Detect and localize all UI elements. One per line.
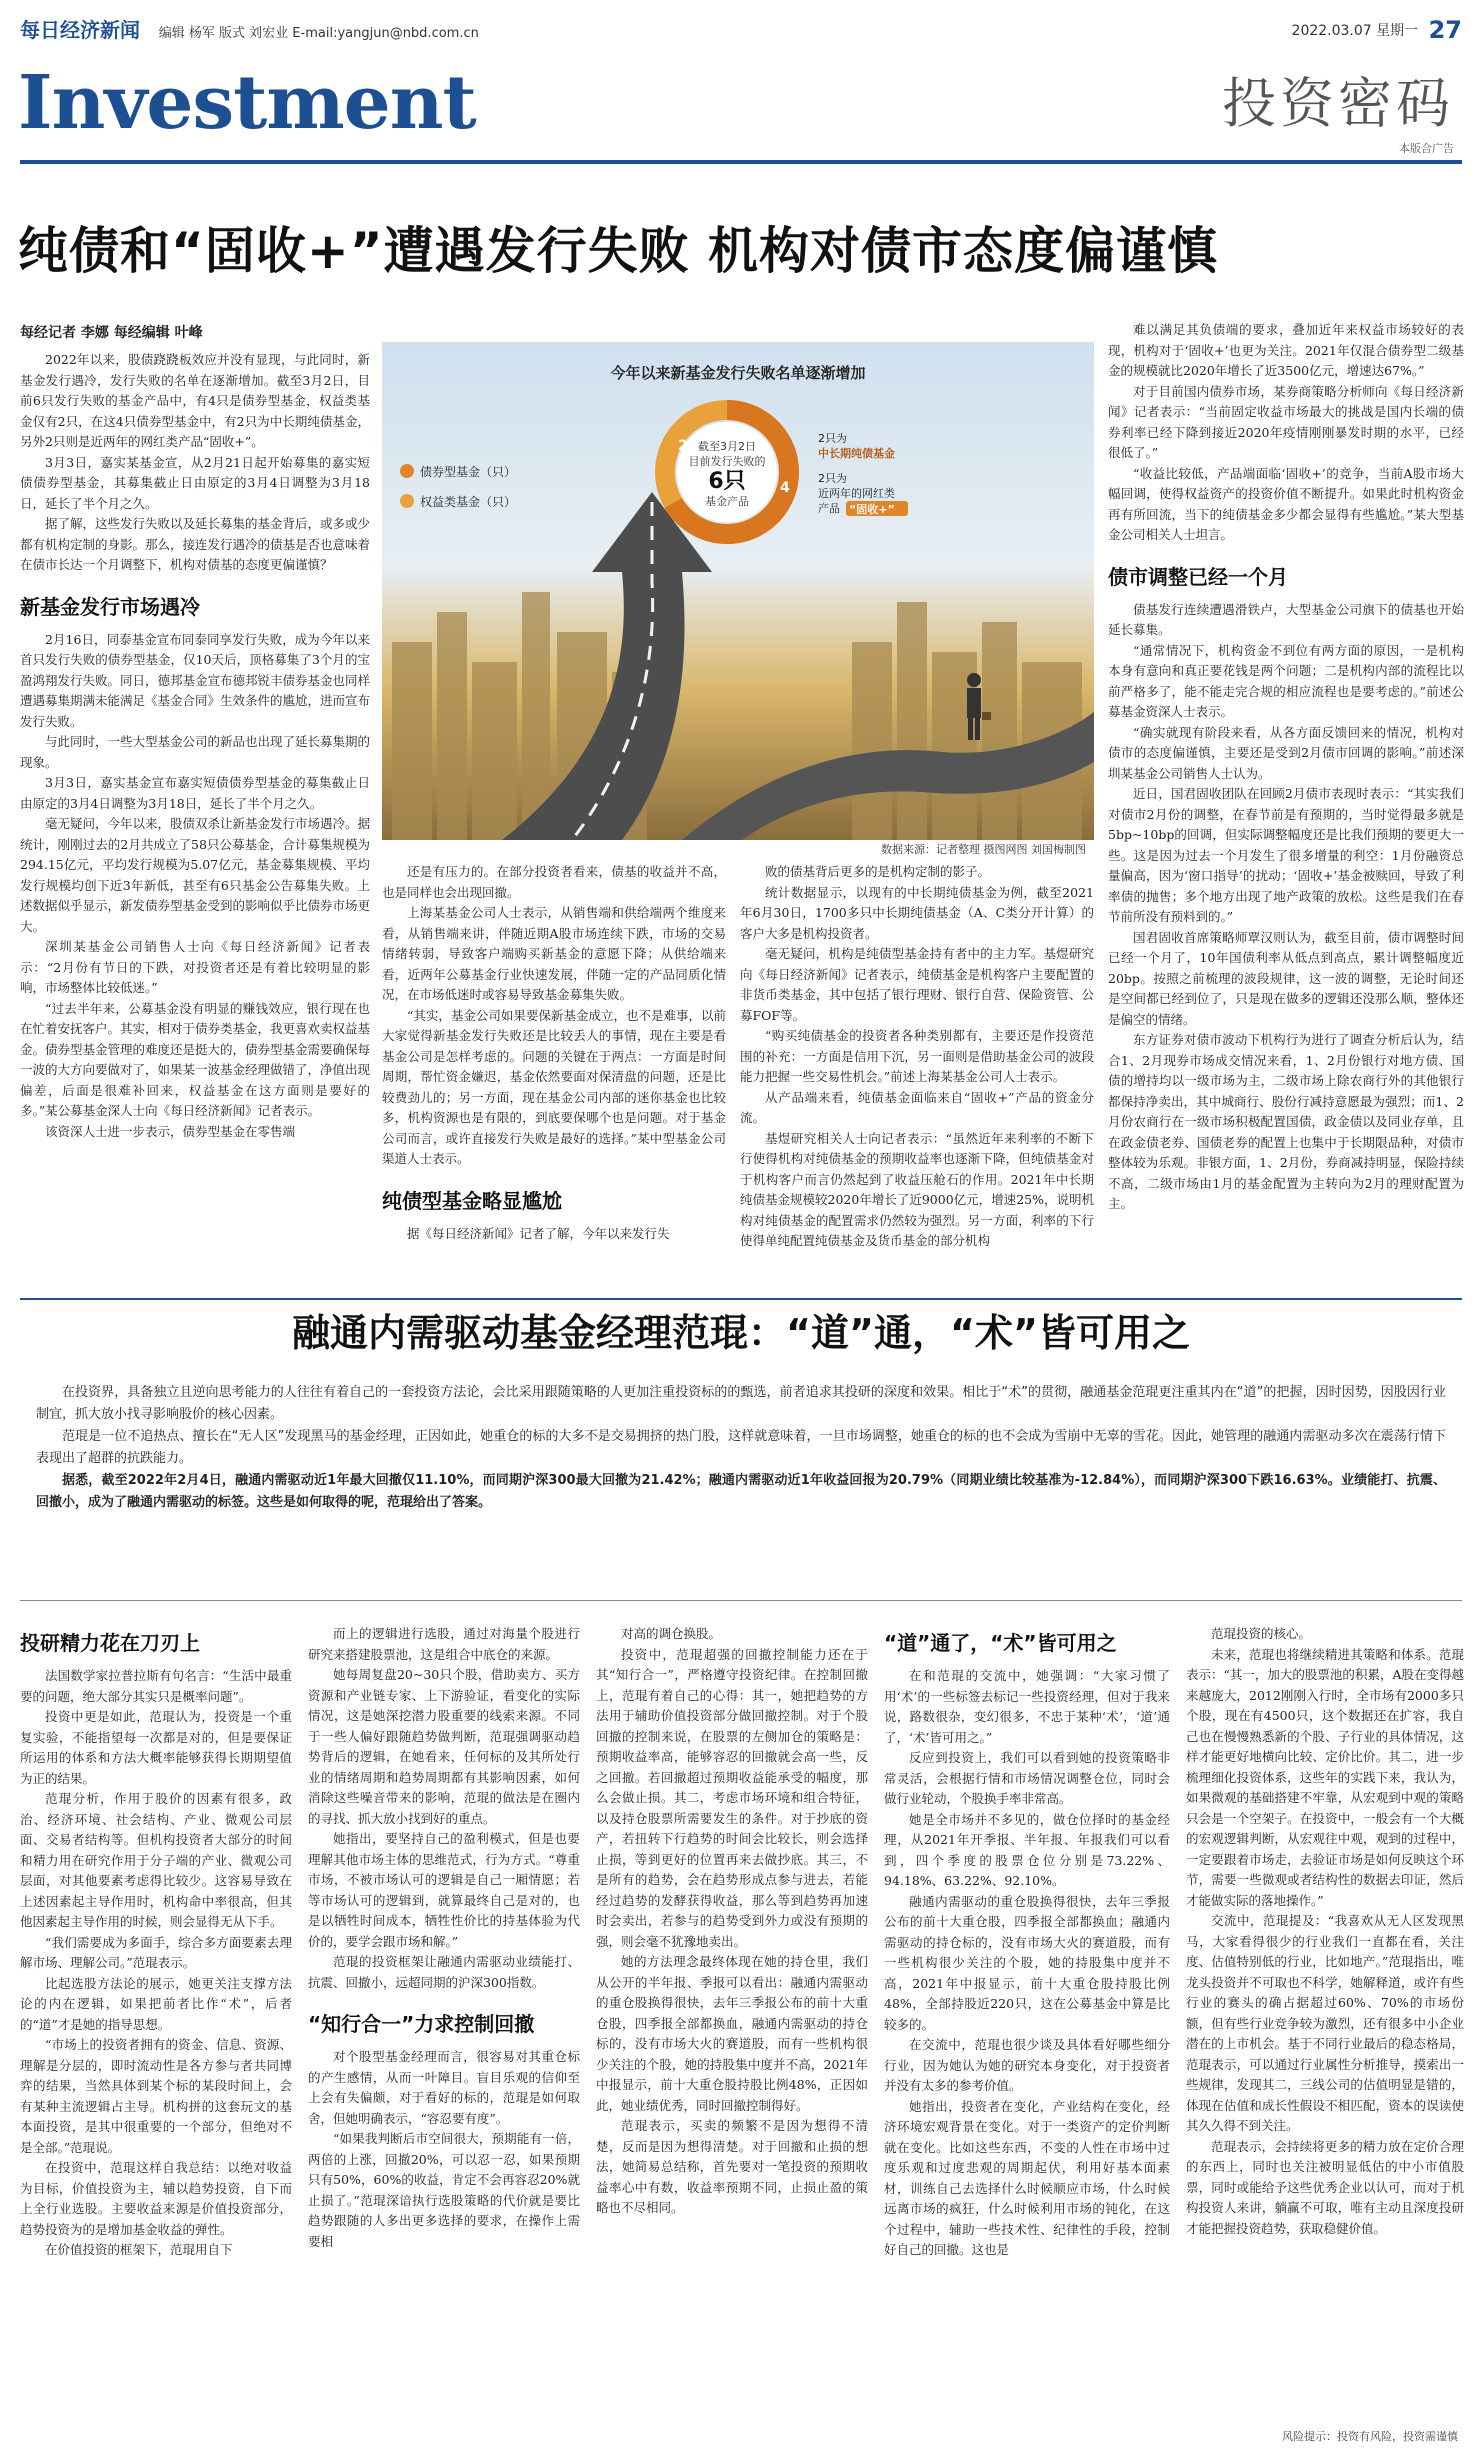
subheading: 债市调整已经一个月	[1108, 564, 1288, 589]
legend-swatch-equity	[400, 494, 414, 508]
paragraph: 基煜研究相关人士向记者表示：“虽然近年来利率的不断下行使得机构对纯债基金的预期收益率也逐渐下降，但纯债基金对于机构客户而言仍然起到了收益压舱石的作用。2021年中长期纯债基金规模较2020年增长了近9000亿元，增速25%，说明机构对纯债基金的配置需求仍然较为强烈。另一方面，利率的下行使得单纯配置纯债基金及货币基金的部分机构	[740, 1130, 1094, 1248]
paragraph: 还是有压力的。在部分投资者看来，债基的收益并不高，也是同样也会出现回撤。	[382, 864, 726, 900]
paragraph: 据了解，这些发行失败以及延长募集的基金背后，或多或少都有机构定制的身影。那么，接连发行遇冷的债基是否也意味着在债市长达一个月调整下，机构对债基的态度更偏谨慎？	[20, 516, 370, 572]
lead-paragraph: 在投资界，具备独立且逆向思考能力的人往往有着自己的一套投资方法论，会比采用跟随策略的人更加注重投资标的的甄选，前者追求其投研的深度和效果。相比于“术”的贯彻，融通基金范琨更注重其内在“道”的把握，因时因势，因股因行业制宜，抓大放小找寻影响股价的核心因素。	[36, 1385, 1446, 1422]
paragraph: 3月3日，嘉实某基金宣，从2月21日起开始募集的嘉实短债债券型基金，其募集截止日由原定的3月4日调整为3月18日，延长了半个月之久。	[20, 454, 370, 511]
masthead-left	[20, 14, 479, 43]
lead-divider	[20, 1600, 1462, 1601]
paragraph: 3月3日，嘉实基金宣布嘉实短债债券型基金的募集截止日由原定的3月4日调整为3月18日，延长了半个月之久。	[20, 775, 370, 811]
paragraph: 范琨的投资框架让融通内需驱动业绩能打、抗震、回撤小，远超同期的沪深300指数。	[308, 1954, 580, 1990]
paragraph: 深圳某基金公司销售人士向《每日经济新闻》记者表示：“2月份有节日的下跌，对投资者还是有着比较明显的影响，市场整体比较低迷。”	[20, 939, 370, 995]
paragraph: 对高的调仓换股。	[621, 1626, 722, 1641]
article2-lead	[36, 1382, 1446, 1514]
note2-line3: 产品	[818, 502, 840, 515]
paragraph: 她是全市场并不多见的，做仓位择时的基金经理，从2021年开季报、半年报、年报我们可以看到，四个季度的股票仓位分别是73.22%、94.18%、63.22%、92.10%。	[884, 1811, 1170, 1888]
paragraph: 她指出，投资者在变化，产业结构在变化，经济环境宏观背景在变化。对于一类资产的定价判断就在变化。比如这些东西，不变的人性在市场中过度乐观和过度悲观的周期起伏，利用好基本面素材，训练自己去选择什么时候顺应市场，什么时候远离市场的疯狂，什么时候利用市场的钝化，在这个过程中，辅助一些技术性、纪律性的手段，控制好自己的回撤。这也是	[884, 2098, 1170, 2257]
paragraph: “购买纯债基金的投资者各种类别都有，主要还是作投资范围的补充：一方面是信用下沉，另一面则是借助基金公司的波段能力把握一些交易性机会。”前述上海某基金公司人士表示。	[740, 1028, 1094, 1084]
paragraph: 难以满足其负债端的要求，叠加近年来权益市场较好的表现，机构对于‘固收+’也更为关注。2021年仅混合债券型二级基金的规模就比2020年增长了近3500亿元，增速达67%。”	[1108, 322, 1464, 378]
paragraph: 上海某基金公司人士表示，从销售端和供给端两个维度来看，从销售端来讲，伴随近期A股市场连续下跌，市场的交易情绪转弱，导致客户端购买新基金的意愿下降；从供给端来看，近两年公募基金行业快速发展，伴随一定的产品同质化情况，在市场低迷时或容易导致基金募集失败。	[382, 905, 726, 1002]
risk-notice: 风险提示：投资有风险，投资需谨慎	[1282, 2430, 1458, 2443]
paragraph: 毫无疑问，今年以来，股债双杀让新基金发行市场遇冷。据统计，刚刚过去的2月共成立了58只公募基金，合计募集规模为294.15亿元，平均发行规模为5.07亿元，基金募集规模、平均发行规模均创下近3年新低，甚至有6只基金公告募集失败。上述数据似乎显示，新发债券型基金受到的影响似乎比债券市场更大。	[20, 816, 370, 934]
legend-swatch-bond	[400, 464, 414, 478]
donut-seg-label-bond: 4	[780, 480, 790, 496]
note2-tag: “固收+”	[849, 503, 895, 516]
article1-column-1	[20, 350, 370, 1295]
publication-name: 每日经济新闻	[20, 18, 140, 42]
subheading: “道”通了，“术”皆可用之	[884, 1631, 1117, 1655]
paragraph: 近日，国君固收团队在回顾2月债市表现时表示：“其实我们对债市2月份的调整，在春节前是有预期的，当时觉得最多就是5bp~10bp的回调，但实际调整幅度还是比我们预期的要更大一些。这是因为过去一个月发生了很多增量的利空：1月份融资总量偏高，因为‘窗口指导’的扰动；‘固收+’基金被赎回，导致了利率债的抛售；多个地方出现了地产政策的放松。这些是我们在春节前所没有预料到的。”	[1108, 786, 1464, 924]
donut-text-2: 目前发行失败的	[688, 455, 766, 468]
paragraph: “如果我判断后市空间很大，预期能有一倍，两倍的上涨，回撤20%，可以忍一忍，如果预期只有50%，60%的收益，肯定不会再容忍20%就止损了。”范琨深谙执行选股策略的代价就是要比趋势跟随的人多出更多选择的要求，在操作上需要相	[308, 2131, 580, 2249]
masthead	[20, 10, 1462, 44]
note1-line1: 2只为	[818, 432, 847, 445]
paragraph: 在投资中，范琨这样自我总结：以绝对收益为目标，价值投资为主，辅以趋势投资，自下而上全行业选股。主要收益来源是价值投资部分，趋势投资为的是增加基金收益的弹性。	[20, 2160, 292, 2237]
article-divider	[20, 1298, 1462, 1300]
subheading: “知行合一”力求控制回撤	[308, 2012, 535, 2036]
paragraph: “我们需要成为多面手，综合多方面要素去理解市场、理解公司。”范琨表示。	[20, 1934, 292, 1970]
paragraph: 比起选股方法论的展示，她更关注支撑方法论的内在逻辑，如果把前者比作“术”，后者的“道”才是她的指导思想。	[20, 1975, 292, 2032]
paragraph: 范琨投资的核心。	[1211, 1626, 1312, 1641]
editor-meta: 编辑 杨军 版式 刘宏业 E-mail:yangjun@nbd.com.cn	[158, 26, 479, 41]
infographic-caption: 数据来源：记者整理 摄图网图 刘国梅制图	[881, 843, 1086, 856]
article1-infographic	[382, 342, 1094, 840]
paragraph: 她的方法理念最终体现在她的持仓里，我们从公开的半年报、季报可以看出：融通内需驱动的重仓股换得很快，去年三季报公布的前十大重仓股，四季报全部都换血，融通内需驱动的持仓标的，没有市场大火的赛道股，而有一些机构很少关注的个股，她的持股集中度并不高，2021年中报显示，前十大重仓股持股比例48%，正因如此，她业绩优秀，同时回撤控制得好。	[596, 1954, 868, 2113]
masthead-right	[1292, 16, 1462, 44]
lead-paragraph: 范琨是一位不追热点、擅长在“无人区”发现黑马的基金经理，正因如此，她重仓的标的大多不是交易拥挤的热门股，这样就意味着，一旦市场调整，她重仓的标的也不会成为雪崩中无辜的雪花。因此，她管理的融通内需驱动多次在震荡行情下表现出了超群的抗跌能力。	[36, 1429, 1446, 1466]
paragraph: 投资中，范琨超强的回撤控制能力还在于其“知行合一”，严格遵守投资纪律。在控制回撤上，范琨有着自己的心得：其一，她把趋势的方法用于辅助价值投资部分做回撤控制。对于个股回撤的控制来说，在股票的左侧加仓的策略是：预期收益率高，能够容忍的回撤就会高一些，反之回撤。若回撤超过预期收益能承受的幅度，那么会做止损。其二，考虑市场环境和组合特征，以及持仓股票所需要发生的条件。对于抄底的资产，若扭转下行趋势的时间会比较长，则会选择止损，等到更好的位置再来去做抄底。其三，不是所有的趋势，会在趋势形成点参与进去，若能经过趋势的发酵获得收益，那么等到趋势再加速时会卖出，若参与的趋势受到外力或没有预期的强，则会毫不犹豫地卖出。	[596, 1646, 868, 1949]
donut-total: 6只	[708, 469, 746, 494]
article2-column-3	[596, 1624, 868, 2422]
article2-column-1	[20, 1612, 292, 2422]
paragraph: 从产品端来看，纯债基金面临来自“固收+”产品的资金分流。	[740, 1089, 1094, 1125]
note2-line1: 2只为	[818, 472, 847, 485]
paragraph: 范琨分析，作用于股价的因素有很多，政治、经济环境、社会结构、产业、微观公司层面、交易者结构等。但机构投资者大部分的时间和精力用在研究作用于分子端的产业、微观公司层面，对其他要素考虑得比较少。这容易导致在上述因素起主导作用时，机构命中率很高，但其他因素起主导作用的时候，则会显得无从下手。	[20, 1791, 292, 1929]
article2-column-2	[308, 1624, 580, 2422]
paragraph: 在价值投资的框架下，范琨用自下	[45, 2242, 233, 2257]
paragraph: 范琨表示，会持续将更多的精力放在定价合理的东西上，同时也关注被明显低估的中小市值股票，同时或能给予这些优秀企业以认可，而对于机构投资人来讲，躺赢不可取，唯有主动且深度投研才能把握投资趋势，获取稳健价值。	[1186, 2138, 1464, 2236]
paragraph: 东方证券对债市波动下机构行为进行了调查分析后认为，结合1、2月现券市场成交情况来看，1、2月份银行对地方债、国债的增持均以一级市场为主，二级市场上除农商行外的其他银行都保持净卖出，其中城商行、股份行减持意愿最为强烈；而1、2月份农商行在一级市场积极配置国债，政金债以及同业存单，且在政金债老券、国债老券的配置上也集中于长期限品种，对债市整体较为乐观。非银方面，1、2月份，券商减持明显，保险持续不高，二级市场由1月的基金配置为主转向为2月的理财配置为主。	[1108, 1032, 1464, 1211]
paragraph: “通常情况下，机构资金不到位有两方面的原因，一是机构本身有意向和真正要花钱是两个问题；二是机构内部的流程比以前严格多了，能不能走完合规的相应流程也是要考虑的。”前述公募基金资深人士表示。	[1108, 642, 1464, 719]
paragraph: “市场上的投资者拥有的资金、信息、资源、理解是分层的，即时流动性是各方参与者共同博弈的结果，当然具体到某个标的某段时间上，会有某种主流逻辑占主导。机构拼的这套玩文的基本面投资，是其中很重要的一个部分，但绝对不是全部。”范琨说。	[20, 2037, 292, 2155]
article1-column-2	[382, 862, 726, 1295]
article2-column-4	[884, 1612, 1170, 2422]
paragraph: 2月16日，同泰基金宣布同泰同享发行失败，成为今年以来首只发行失败的债券型基金，仅10天后，顶格募集了3个月的宝盈鸿翔发行失败。同日，德邦基金宣布德邦锐丰债券基金也同样遭遇募集期满未能满足《基金合同》生效条件的尴尬，进而宣布发行失败。	[20, 631, 370, 729]
paragraph: 范琨表示，买卖的频繁不是因为想得不清楚，反而是因为想得清楚。对于回撤和止损的想法，她简易总结称，首先要对一笔投资的预期收益率心中有数，收益率预期不同，止损止盈的策略也不尽相同。	[596, 2118, 868, 2215]
issue-date: 2022.03.07 星期一	[1291, 23, 1419, 39]
paragraph: 在和范琨的交流中，她强调：“大家习惯了用‘术’的一些标签去标记一些投资经理，但对于我来说，路数很杂，变幻很多，不忠于某种‘术’，‘道’通了，‘术’皆可用之。”	[884, 1668, 1170, 1745]
subheading: 投研精力花在刀刃上	[20, 1631, 200, 1655]
paragraph: 反应到投资上，我们可以看到她的投资策略非常灵活，会根据行情和市场情况调整仓位，同时会做行业轮动，个股换手率非常高。	[884, 1750, 1170, 1806]
note2-line2: 近两年的网红类	[818, 487, 895, 500]
infographic-art	[382, 342, 1094, 840]
donut-chart	[665, 410, 790, 534]
article2-headline: 融通内需驱动基金经理范琨：“道”通，“术”皆可用之	[292, 1311, 1190, 1355]
paragraph: 与此同时，一些大型基金公司的新品也出现了延长募集期的现象。	[20, 734, 370, 770]
paragraph: 她每周复盘20~30只个股，借助卖方、买方资源和产业链专家、上下游验证，看变化的实际情况，这是她深挖潜力股重要的线索来源。不同于一些人偏好跟随趋势做判断，范琨强调驱动趋势背后的逻辑，在她看来，任何标的及其所处行业的情绪周期和趋势周期都有其影响因素，如何消除这些噪音带来的影响，范琨的做法是在圈内的寻找、抓大放小找到好的重点。	[308, 1667, 580, 1826]
paragraph: “过去半年来，公募基金没有明显的赚钱效应，银行现在也在忙着安抚客户。其实，相对于债券类基金，我更喜欢卖权益基金。债券型基金管理的难度还是挺大的，债券型基金需要确保每一波的大方向要做对了，如果某一波基金经理做错了，净值出现偏差，后面是很难补回来，权益基金在这方面则是要好的多。”某公募基金深人士向《每日经济新闻》记者表示。	[20, 1000, 370, 1118]
donut-text-3: 基金产品	[705, 495, 749, 508]
paragraph: 她指出，要坚持自己的盈利模式，但是也要理解其他市场主体的思维范式，行为方式。“尊重市场，不被市场认可的逻辑是自己一厢情愿；若等市场认可的逻辑到，就算最终自己是对的，也是以牺牲时间成本，牺牲性价比的持基体验为代价的，要学会跟市场和解。”	[308, 1831, 580, 1949]
section-rule	[20, 160, 1462, 164]
paragraph: 在交流中，范琨也很少谈及具体看好哪些细分行业，因为她认为她的研究本身变化，对于投资者并没有太多的参考价值。	[884, 2037, 1170, 2093]
paragraph: 未来，范琨也将继续精进其策略和体系。范琨表示：“其一，加大的股票池的积累，A股在变得越来越庞大，2012刚刚入行时，全市场有2000多只个股，现在有4500只，这个数据还在扩容，我自己也在慢慢熟悉新的个股、子行业的具体情况，这样才能更好地横向比较、定价比价。其二，进一步梳理细化投资体系，这些年的实践下来，我认为，如果微观的基础搭建不牢靠，从宏观到中观的策略只会是一个空架子。在投资中，一般会有一个大概的宏观逻辑判断，从宏观往中观，观到的过程中，一定要跟着市场走，去验证市场是如何反映这个环节，需要一些微观或者结构性的数据去印证，然后才能做实际的落地操作。”	[1186, 1646, 1464, 1908]
article1-column-3	[740, 862, 1094, 1295]
article1-column-4	[1108, 320, 1464, 1295]
paragraph: 据《每日经济新闻》记者了解，今年以来发行失	[407, 1225, 670, 1241]
paragraph: “收益比较低，产品端面临‘固收+’的竞争，当前A股市场大幅回调，使得权益资产的投资价值不断提升。如果此时机构资金再有所回流，当下的纯债基金多少都会显得有些尴尬。”某大型基金公司相关人士坦言。	[1108, 465, 1464, 542]
infographic-title: 今年以来新基金发行失败名单逐渐增加	[610, 364, 866, 382]
page-number: 27	[1428, 16, 1462, 44]
donut-text-1: 截至3月2日	[698, 440, 756, 453]
paragraph: 毫无疑问，机构是纯债型基金持有者中的主力军。基煜研究向《每日经济新闻》记者表示，纯债基金是机构客户主要配置的非货币类基金，其中包括了银行理财、银行自营、保险资管、公募FOF等。	[740, 946, 1094, 1023]
article1-headline: 纯债和“固收+”遭遇发行失败 机构对债市态度偏谨慎	[18, 222, 1219, 280]
legend-equity: 权益类基金（只）	[420, 495, 517, 509]
paragraph: 败的债基背后更多的是机构定制的影子。	[765, 864, 991, 879]
legend-bond: 债券型基金（只）	[420, 465, 517, 479]
paragraph: “确实就现有阶段来看，从各方面反馈回来的情况，机构对债市的态度偏谨慎，主要还是受到2月债市回调的影响。”前述深圳某基金公司销售人士认为。	[1108, 724, 1464, 781]
note1-line2: 中长期纯债基金	[818, 447, 895, 460]
section-title: Investment	[18, 60, 476, 146]
paragraph: “其实，基金公司如果要保新基金成立，也不是难事，以前大家觉得新基金发行失败还是比较丢人的事情，现在主要是看基金公司是怎样考虑的。问题的关键在于两点：一方面是时间周期，帮忙资金嫌迟，基金依然要面对保清盘的问题，还是比较费劲儿的；另一方面，现在基金公司内部的迷你基金也比较多，机构资源也是有限的，到底要保哪个也是问题。对于基金公司而言，或许直接发行失败是最好的选择。”某中型基金公司渠道人士表示。	[382, 1007, 726, 1166]
paragraph: 对于目前国内债券市场，某券商策略分析师向《每日经济新闻》记者表示：“当前固定收益市场最大的挑战是国内长端的债券利率已经下降到接近2020年疫情刚刚暴发时期的水平，已经很低了。”	[1108, 383, 1464, 460]
paragraph: 国君固收首席策略师覃汉则认为，截至目前，债市调整时间已经一个月了，10年国债利率从低点到高点，累计调整幅度近20bp。按照之前梳理的波段规律，这一波的调整，无论时间还是空间都已经到位了，只是现在做多的逻辑还没那么顺，整体还是偏空的情绪。	[1108, 929, 1464, 1027]
paragraph: 统计数据显示，以现有的中长期纯债基金为例，截至2021年6月30日，1700多只中长期纯债基金（A、C类分开计算）的客户大多是机构投资者。	[740, 884, 1094, 941]
lead-paragraph: 据悉，截至2022年2月4日，融通内需驱动近1年最大回撤仅11.10%，而同期沪深300最大回撤为21.42%；融通内需驱动近1年收益回报为20.79%（同期业绩比较基准为-12.84%），而同期沪深300下跌16.63%。业绩能打、抗震、回撤小，成为了融通内需驱动的标签。这些是如何取得的呢，范琨给出了答案。	[36, 1473, 1446, 1510]
paragraph: 法国数学家拉普拉斯有句名言：“生活中最重要的问题，绝大部分其实只是概率问题”。	[20, 1668, 292, 1704]
paragraph: 融通内需驱动的重仓股换得很快，去年三季报公布的前十大重仓股，四季报全部都换血；融通内需驱动的持仓标的，没有市场大火的赛道股，而有一些机构很少关注的个股，她的持股集中度并不高，2021年中报显示，前十大重仓股持股比例48%，全部持股近220只，这在公募基金中算是比较多的。	[884, 1893, 1170, 2032]
section-note: 本版合广告	[1399, 142, 1454, 155]
subheading: 新基金发行市场遇冷	[20, 594, 200, 619]
paragraph: 对个股型基金经理而言，很容易对其重仓标的产生感情，从而一叶障目。盲目乐观的信仰至上会有失偏颇，对于看好的标的，范琨是如何取舍，但她明确表示，“容忍要有度”。	[308, 2049, 580, 2126]
article2-column-5	[1186, 1624, 1464, 2422]
article1-byline: 每经记者 李娜 每经编辑 叶峰	[20, 325, 203, 341]
section-title-cn: 投资密码	[1222, 72, 1454, 135]
donut-seg-label-equity: 2	[678, 438, 688, 454]
subheading: 纯债型基金略显尴尬	[382, 1188, 562, 1213]
paragraph: 交流中，范琨提及：“我喜欢从无人区发现黑马，大家看得很少的行业我们一直都在看，关注度、估值特别低的行业，比如地产。”范琨指出，唯龙头投资并不可取也不科学，她解释道，或许有些行业的赛头的确占据超过60%、70%的市场份额，但有些行业竞争较为激烈，还有很多中小企业潜在的上市机会。基于不同行业最后的稳态格局，范琨表示，可以通过行业属性分析推导，摸索出一些规律，发现其二，三线公司的估值明显是错的，体现在估值和成长性假设不相匹配，资本的误读使其久久得不到关注。	[1186, 1913, 1464, 2133]
paragraph: 2022年以来，股债跷跷板效应并没有显现，与此同时，新基金发行遇冷，发行失败的名单在逐渐增加。截至3月2日，目前6只发行失败的基金产品中，有4只是债券型基金，权益类基金仅有2只，在这4只债券型基金中，有2只为中长期纯债基金，另外2只则是近两年的网红类产品“固收+”。	[20, 352, 370, 449]
paragraph: 投资中更是如此，范琨认为，投资是一个重复实验，不能指望每一次都是对的，但是要保证所运用的体系和方法大概率能够获得长期期望值为正的结果。	[20, 1709, 292, 1786]
paragraph: 债基发行连续遭遇滑铁卢，大型基金公司旗下的债基也开始延长募集。	[1108, 601, 1464, 637]
paragraph: 该资深人士进一步表示，债券型基金在零售端	[45, 1123, 296, 1139]
paragraph: 而上的逻辑进行选股，通过对海量个股进行研究来搭建股票池，这是组合中底仓的来源。	[308, 1626, 580, 1662]
